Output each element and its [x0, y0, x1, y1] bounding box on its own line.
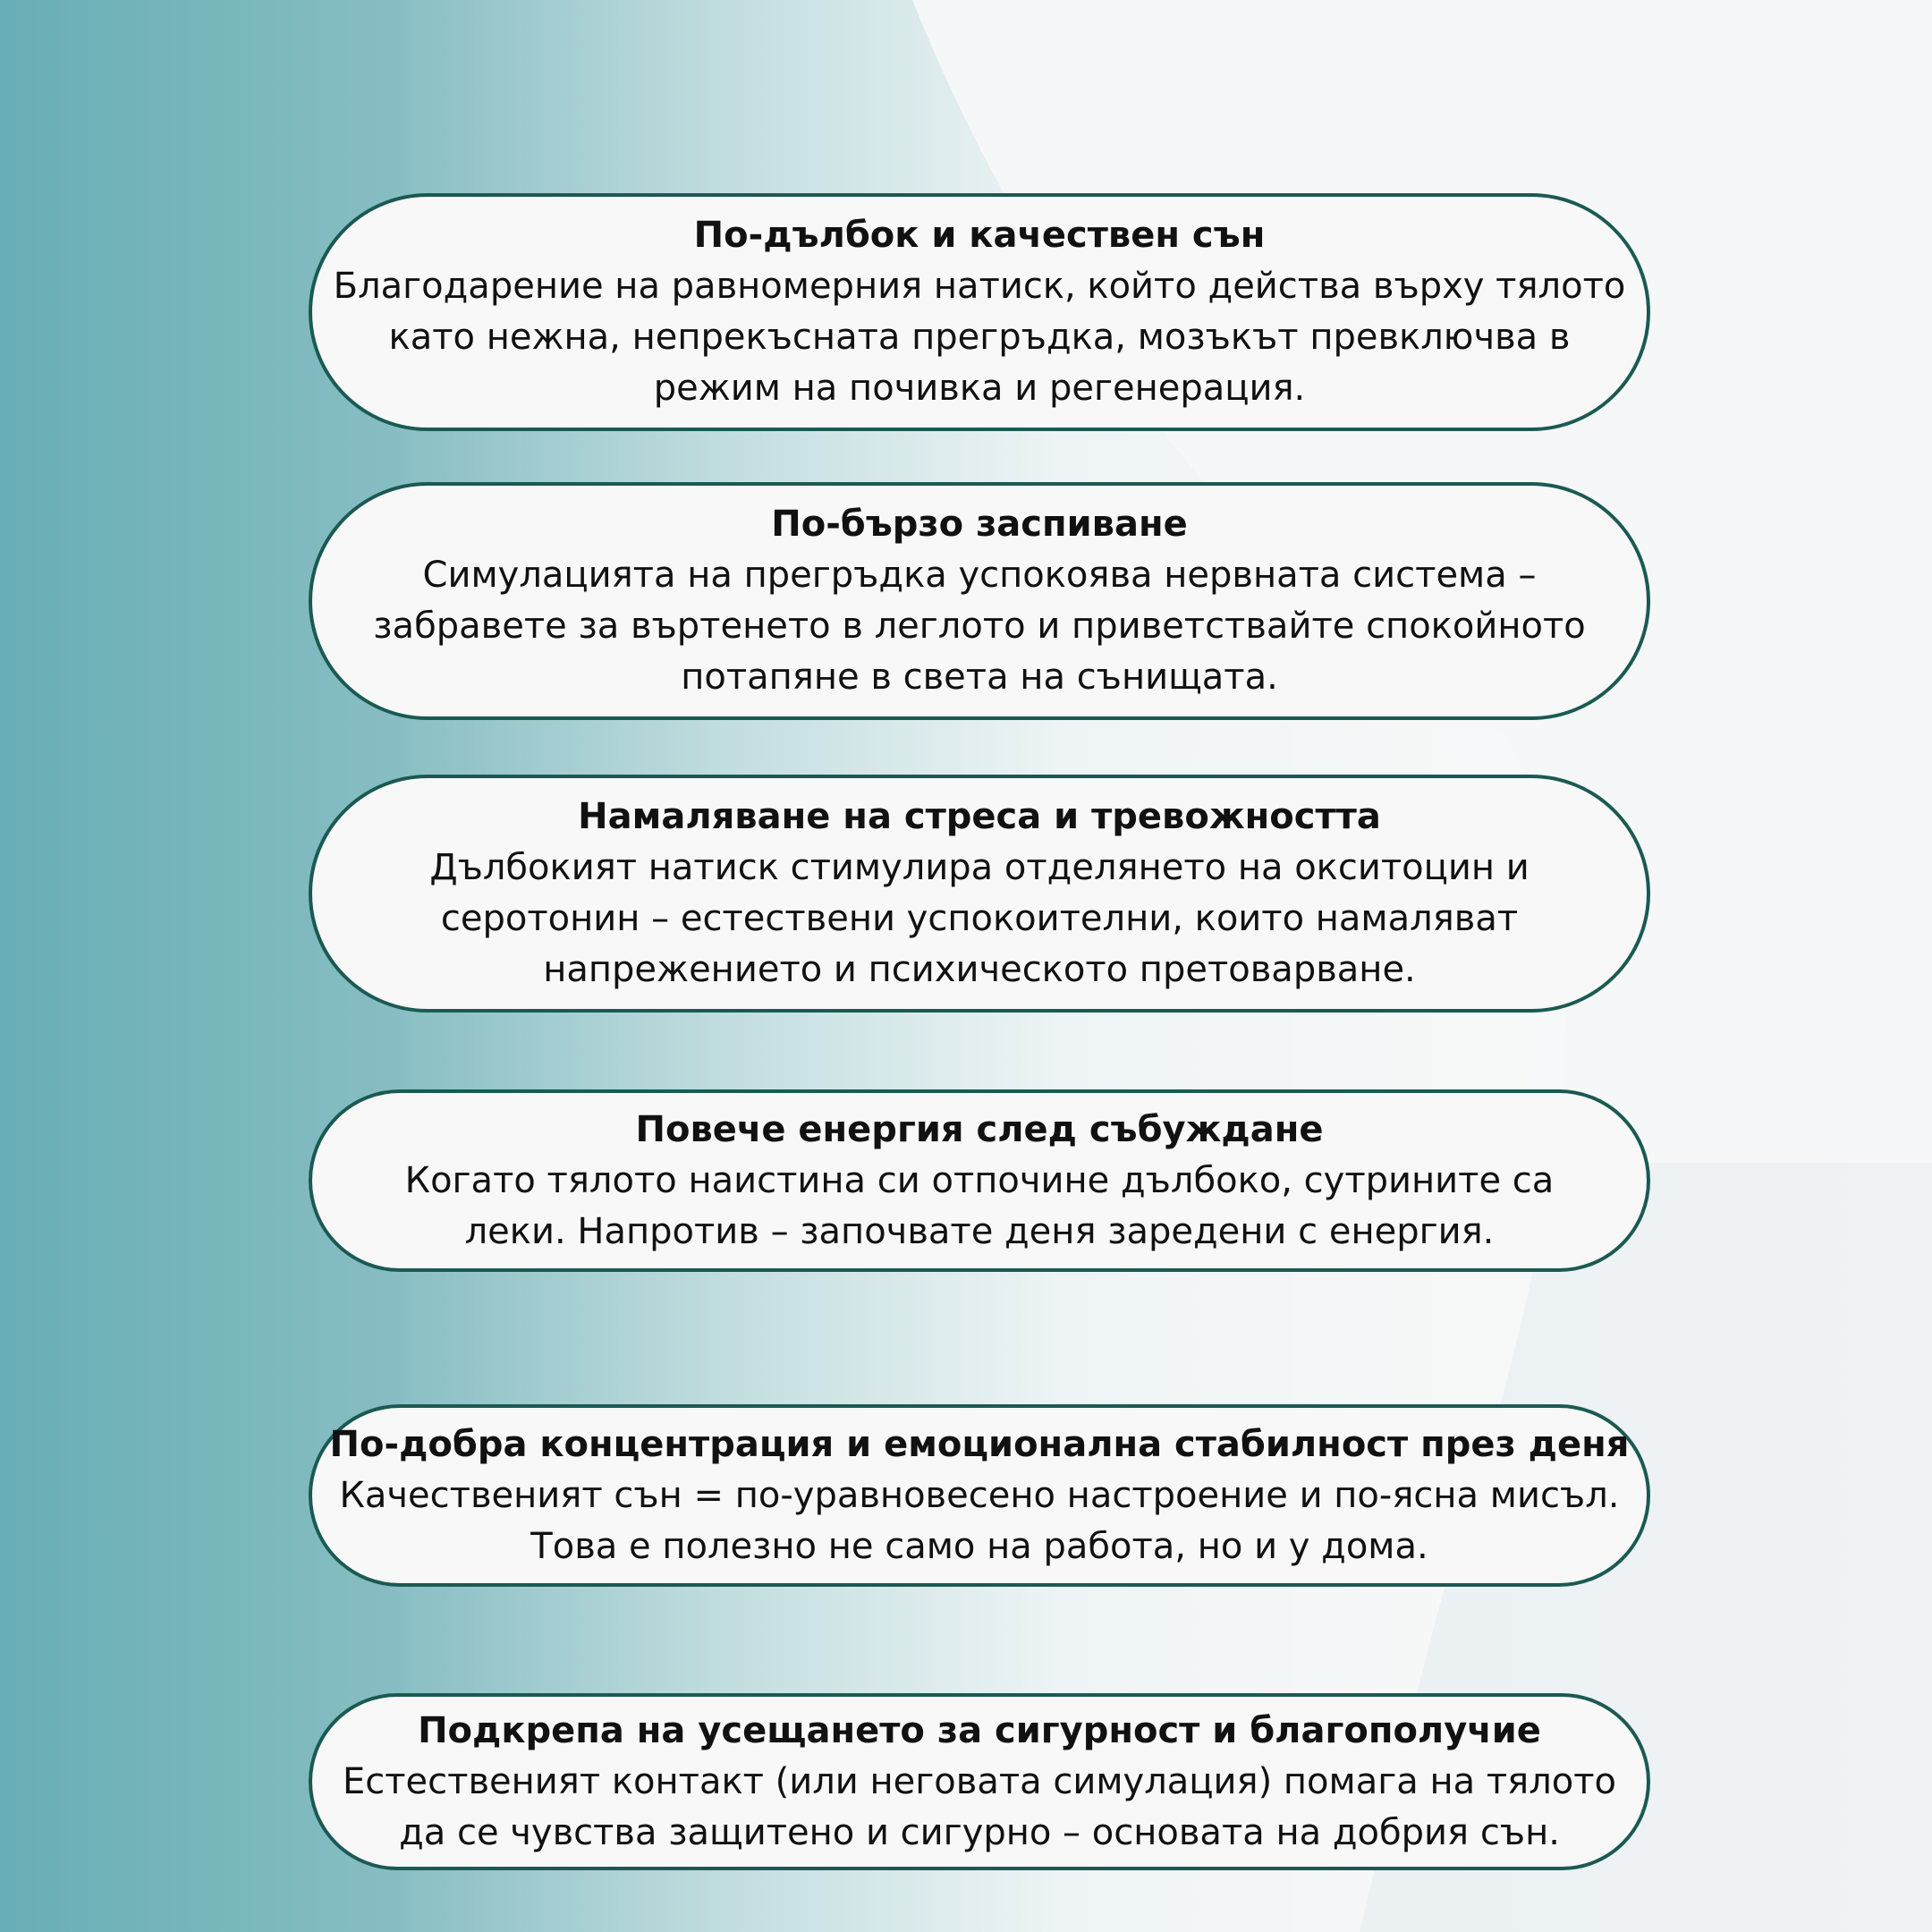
card-body: Когато тялото наистина си отпочине дълбоко, сутрините са леки. Напротив – започвате деня заредени с енергия. — [404, 1159, 1555, 1252]
card-title: Подкрепа на усещането за сигурност и благополучие — [418, 1709, 1541, 1751]
card-title: По-дълбок и качествен сън — [693, 215, 1266, 256]
benefit-card-deep-sleep — [309, 193, 1650, 431]
card-body: Качественият сън = по-уравновесено настроение и по-ясна мисъл. Това е полезно не само на работа, но и у дома. — [339, 1474, 1620, 1567]
card-body: Симулацията на прегръдка успокоява нервната система – забравете за въртенето в леглото и приветствайте спокойното потапяне в света на сънищата. — [373, 555, 1586, 698]
benefit-card-faster-sleep — [309, 482, 1650, 720]
card-body: Благодарение на равномерния натиск, който действа върху тялото като нежна, непрекъсната прегръдка, мозъкът превключва в режим на почивка и регенерация. — [333, 266, 1626, 409]
card-body: Дълбокият натиск стимулира отделянето на окситоцин и серотонин – естествени успокоителни, които намаляват напрежението и психическото претоварване. — [429, 847, 1530, 990]
benefit-card-security — [309, 1693, 1650, 1870]
benefit-card-concentration — [309, 1404, 1650, 1587]
card-title: По-добра концентрация и емоционална стабилност през деня — [329, 1423, 1630, 1465]
card-title: По-бързо заспиване — [771, 504, 1188, 545]
card-body: Естественият контакт (или неговата симулация) помага на тялото да се чувства защитено и сигурно – основата на добрия сън. — [342, 1760, 1617, 1853]
card-title: Намаляване на стреса и тревожността — [578, 796, 1381, 837]
benefit-card-less-stress — [309, 775, 1650, 1013]
card-title: Повече енергия след събуждане — [635, 1108, 1324, 1150]
benefit-card-more-energy — [309, 1089, 1650, 1272]
